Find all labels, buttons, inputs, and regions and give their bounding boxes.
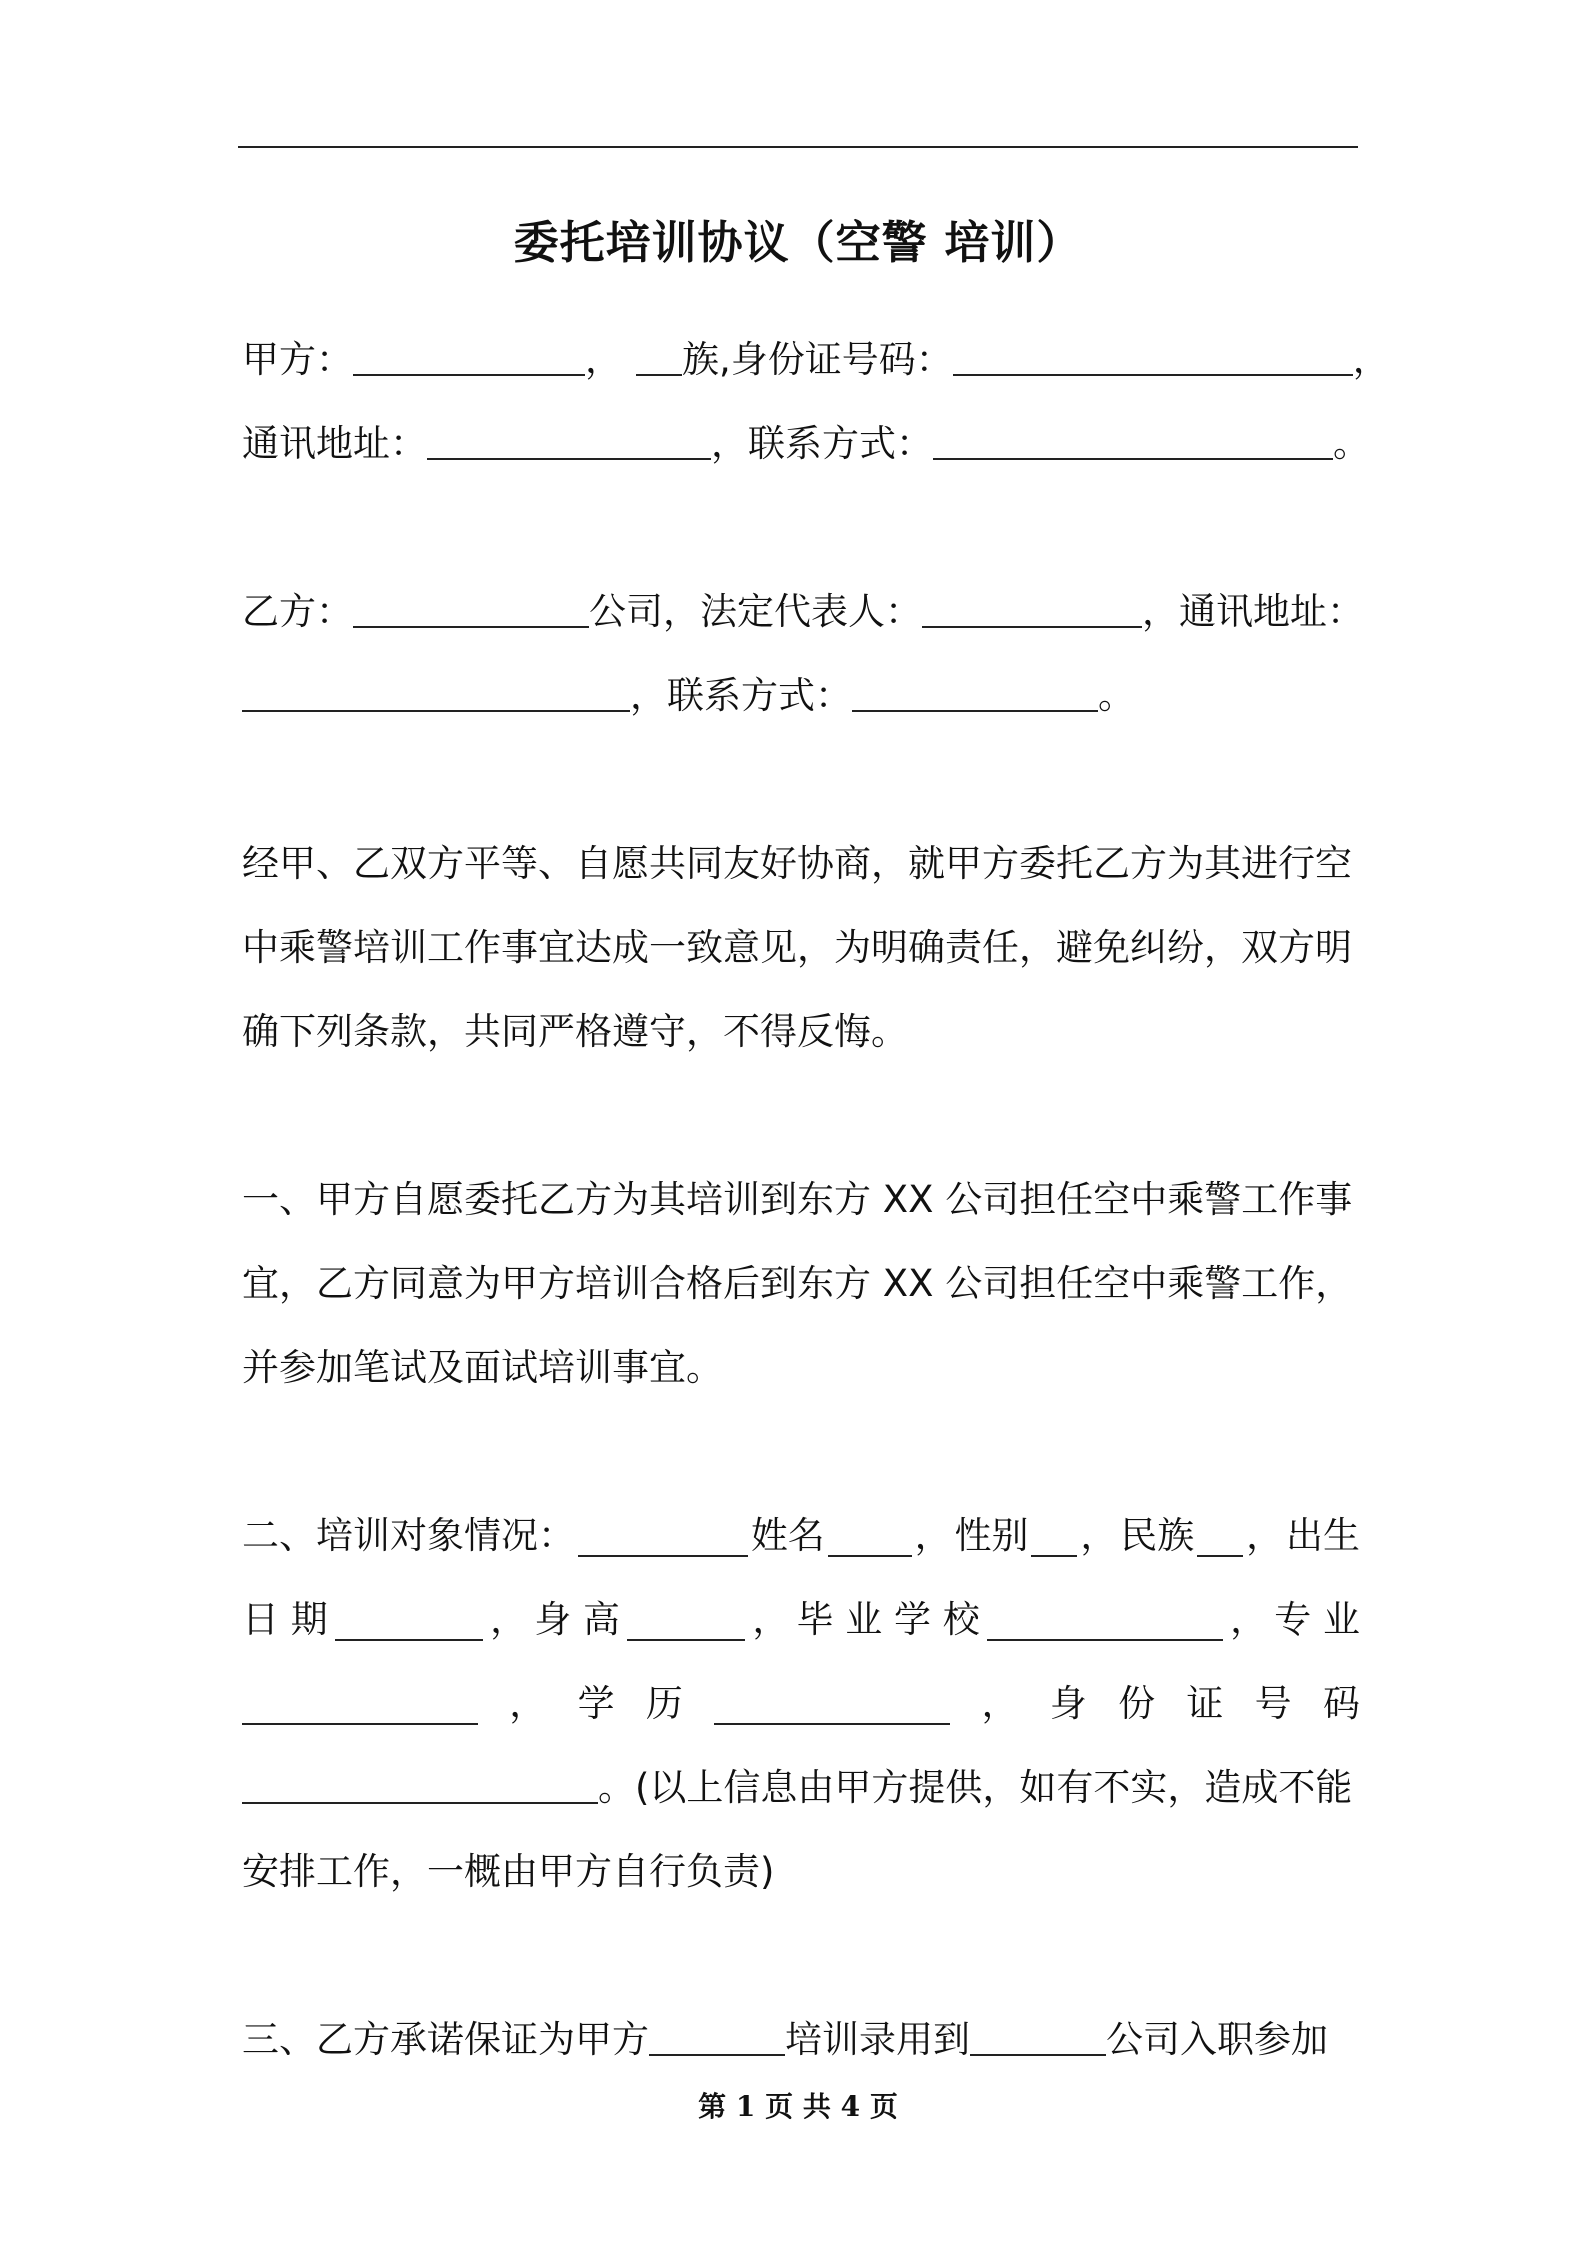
- party-b-contact-label: 联系方式：: [667, 674, 852, 717]
- party-b-rep-label: 法定代表人：: [700, 590, 922, 633]
- party-b-rep-blank[interactable]: [922, 586, 1142, 628]
- party-a-line-2: 通讯地址： ，联系方式： 。: [242, 414, 1360, 474]
- clause-3-lead: 三、乙方承诺保证为甲方: [242, 2018, 649, 2061]
- major-blank[interactable]: [242, 1683, 478, 1725]
- clause-2-lead: 二、培训对象情况：: [242, 1514, 575, 1557]
- preamble-line-2: 中乘警培训工作事宜达成一致意见，为明确责任，避免纠纷，双方明: [242, 926, 1352, 969]
- clause-3-line-1: [242, 2010, 1360, 2070]
- clause-2-note: 。(以上信息由甲方提供，如有不实，造成不能: [598, 1766, 1353, 1809]
- education-label-char-1: 学: [577, 1682, 615, 1725]
- ethnic-blank[interactable]: [1197, 1515, 1243, 1557]
- party-b-line-1: 乙方： 公司，法定代表人： ，通讯地址：: [242, 582, 1360, 642]
- party-b-address-blank[interactable]: [242, 670, 630, 712]
- party-a-id-label: 身份证号码：: [730, 338, 953, 381]
- page-footer: 第 1 页 共 4 页: [698, 2090, 898, 2123]
- education-blank[interactable]: [714, 1683, 950, 1725]
- party-a-address-label: 通讯地址：: [242, 422, 427, 465]
- id-label-char-2: 份: [1118, 1682, 1156, 1725]
- clause-2-line-3: ， 学 历 ， 身 份 证 号 码: [242, 1674, 1360, 1734]
- company-suffix: 公司: [589, 590, 663, 633]
- party-b-address-label: 通讯地址：: [1179, 590, 1364, 633]
- party-a-id-blank[interactable]: [953, 334, 1353, 376]
- party-a-contact-label: 联系方式：: [748, 422, 933, 465]
- clause-3-training-blank[interactable]: [649, 2014, 785, 2056]
- height-blank[interactable]: [627, 1599, 745, 1641]
- height-label: 身 高: [534, 1598, 620, 1641]
- party-a-label: 甲方：: [242, 338, 353, 381]
- clause-2-line-1: 二、培训对象情况： 姓名 ， 性别 ， 民族 ， 出生: [242, 1506, 1360, 1566]
- party-b-label: 乙方：: [242, 590, 353, 633]
- school-blank[interactable]: [987, 1599, 1223, 1641]
- clause-2-line-5: 安排工作，一概由甲方自行负责): [242, 1850, 775, 1893]
- birth-label-part: 出生: [1285, 1514, 1360, 1557]
- ethnic-suffix: 族: [682, 338, 719, 381]
- gender-label: 性别: [954, 1514, 1029, 1557]
- party-b-contact-blank[interactable]: [852, 670, 1098, 712]
- id-label-char-3: 证: [1186, 1682, 1224, 1725]
- clause-3-end: 公司入职参加: [1106, 2018, 1328, 2061]
- birth-date-label: 日 期: [242, 1598, 328, 1641]
- major-label: 专 业: [1274, 1598, 1360, 1641]
- school-label: 毕 业 学 校: [796, 1598, 980, 1641]
- id-label-char-1: 身: [1049, 1682, 1087, 1725]
- document-title: 委托培训协议（空警 培训）: [513, 216, 1083, 269]
- clause-1-line-1: 一、甲方自愿委托乙方为其培训到东方 XX 公司担任空中乘警工作事: [242, 1178, 1353, 1221]
- clause-3-mid: 培训录用到: [785, 2018, 970, 2061]
- preamble-line-1: 经甲、乙双方平等、自愿共同友好协商，就甲方委托乙方为其进行空: [242, 842, 1352, 885]
- id-number-blank[interactable]: [242, 1762, 598, 1804]
- gender-blank[interactable]: [1031, 1515, 1077, 1557]
- preamble-line-3: 确下列条款，共同严格遵守，不得反悔。: [242, 1010, 908, 1053]
- name-label: 姓名: [750, 1514, 825, 1557]
- clause-2-line-2: 日 期 ， 身 高 ， 毕 业 学 校 ， 专 业: [242, 1590, 1360, 1650]
- party-a-line-1: 甲方： ， 族,身份证号码： ，: [242, 330, 1360, 390]
- clause-1-line-3: 并参加笔试及面试培训事宜。: [242, 1346, 723, 1389]
- party-b-company-blank[interactable]: [353, 586, 589, 628]
- ethnic-label: 民族: [1120, 1514, 1195, 1557]
- party-a-contact-blank[interactable]: [933, 418, 1333, 460]
- id-label-char-5: 码: [1322, 1682, 1360, 1725]
- party-a-name-blank[interactable]: [353, 334, 585, 376]
- party-a-ethnic-blank[interactable]: [636, 334, 682, 376]
- clause-3-company-blank[interactable]: [970, 2014, 1106, 2056]
- clause-1-line-2: 宜，乙方同意为甲方培训合格后到东方 XX 公司担任空中乘警工作，: [242, 1262, 1353, 1305]
- clause-2-line-4: [242, 1758, 1360, 1818]
- party-a-address-blank[interactable]: [427, 418, 711, 460]
- name-blank[interactable]: [828, 1515, 912, 1557]
- trainee-blank[interactable]: [578, 1515, 748, 1557]
- party-b-line-2: ，联系方式： 。: [242, 666, 1360, 726]
- id-label-char-4: 号: [1254, 1682, 1292, 1725]
- header-rule: [238, 146, 1358, 148]
- education-label-char-2: 历: [645, 1682, 683, 1725]
- birth-date-blank[interactable]: [335, 1599, 483, 1641]
